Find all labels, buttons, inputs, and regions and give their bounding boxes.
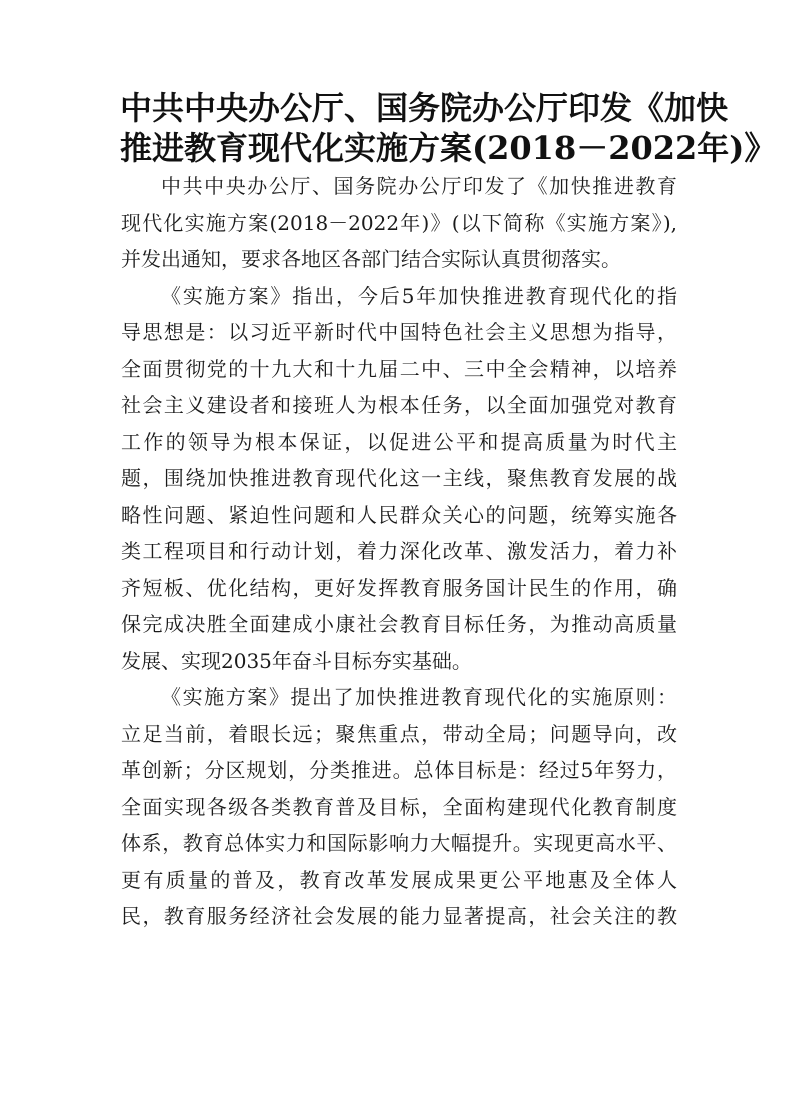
paragraph-3 — [121, 679, 677, 935]
title-line-1: 中共中央办公厅、国务院办公厅印发《加快 — [120, 89, 729, 127]
paragraph-line: 革创新；分区规划，分类推进。总体目标是：经过5年努力， — [121, 758, 677, 782]
paragraph-line: 齐短板、优化结构，更好发挥教育服务国计民生的作用，确 — [121, 575, 677, 600]
paragraph-line: 中共中央办公厅、国务院办公厅印发了《加快推进教育 — [161, 174, 677, 198]
paragraph-line: 民，教育服务经济社会发展的能力显著提高，社会关注的教 — [121, 904, 677, 928]
paragraph-line: 体系，教育总体实力和国际影响力大幅提升。实现更高水平、 — [121, 831, 677, 855]
paragraph-2 — [121, 278, 677, 680]
paragraph-line: 略性问题、紧迫性问题和人民群众关心的问题，统筹实施各 — [121, 502, 677, 527]
paragraph-line: 类工程项目和行动计划，着力深化改革、激发活力，着力补 — [121, 539, 677, 563]
paragraph-line: 立足当前，着眼长远；聚焦重点，带动全局；问题导向，改 — [121, 721, 677, 746]
paragraph-line: 导思想是：以习近平新时代中国特色社会主义思想为指导， — [121, 320, 677, 344]
paragraph-line: 全面贯彻党的十九大和十九届二中、三中全会精神，以培养 — [121, 356, 677, 381]
paragraph-line: 发展、实现2035年奋斗目标夯实基础。 — [121, 648, 472, 673]
document-body — [121, 168, 677, 935]
document-title — [120, 88, 777, 168]
paragraph-line: 社会主义建设者和接班人为根本任务，以全面加强党对教育 — [121, 393, 677, 417]
paragraph-line: 现代化实施方案(2018－2022年)》(以下简称《实施方案》), — [121, 210, 677, 235]
paragraph-line: 更有质量的普及，教育改革发展成果更公平地惠及全体人 — [121, 867, 677, 892]
paragraph-1 — [121, 168, 677, 278]
paragraph-line: 保完成决胜全面建成小康社会教育目标任务，为推动高质量 — [121, 612, 677, 636]
paragraph-line: 并发出通知，要求各地区各部门结合实际认真贯彻落实。 — [121, 247, 621, 271]
paragraph-line: 《实施方案》提出了加快推进教育现代化的实施原则： — [161, 685, 677, 709]
paragraph-line: 《实施方案》指出，今后5年加快推进教育现代化的指 — [161, 283, 677, 308]
paragraph-line: 工作的领导为根本保证，以促进公平和提高质量为时代主 — [121, 429, 677, 454]
paragraph-line: 题，围绕加快推进教育现代化这一主线，聚焦教育发展的战 — [121, 466, 677, 490]
title-line-2: 推进教育现代化实施方案(2018－2022年)》 — [120, 129, 777, 167]
paragraph-line: 全面实现各级各类教育普及目标，全面构建现代化教育制度 — [121, 794, 677, 819]
